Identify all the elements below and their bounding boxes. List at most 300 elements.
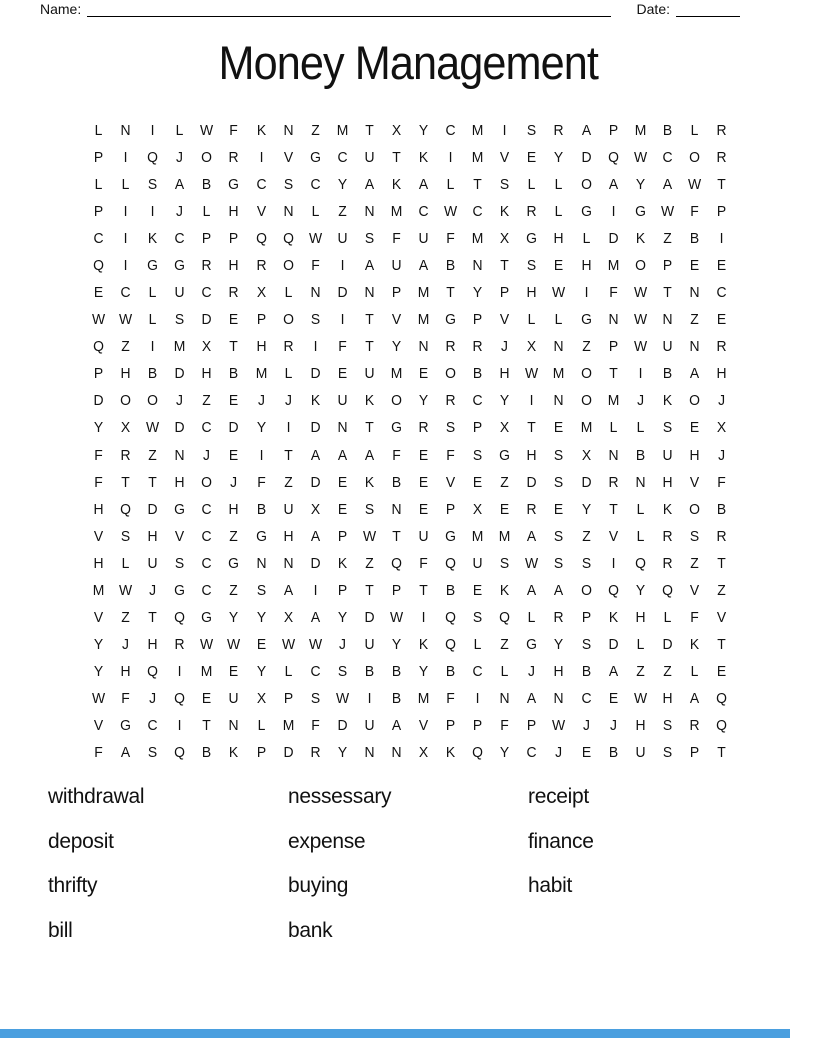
grid-letter: X bbox=[391, 122, 402, 139]
grid-letter: Y bbox=[337, 610, 347, 627]
grid-letter: J bbox=[609, 718, 617, 735]
grid-letter: F bbox=[690, 203, 699, 220]
grid-letter: Z bbox=[229, 528, 239, 545]
grid-letter: Q bbox=[634, 555, 646, 572]
grid-letter: T bbox=[365, 582, 374, 599]
grid-letter: B bbox=[473, 366, 483, 383]
grid-letter: X bbox=[500, 420, 510, 437]
grid-letter: I bbox=[123, 230, 128, 247]
grid-letter: H bbox=[256, 339, 267, 356]
grid-letter: W bbox=[389, 610, 404, 627]
grid-letter: C bbox=[526, 745, 537, 762]
grid-letter: C bbox=[472, 203, 483, 220]
grid-letter: H bbox=[228, 203, 239, 220]
grid-letter: T bbox=[608, 501, 618, 518]
word-list-item: thrifty bbox=[48, 874, 98, 898]
grid-letter: H bbox=[689, 447, 700, 464]
grid-letter: L bbox=[284, 366, 292, 383]
grid-letter: T bbox=[717, 555, 726, 572]
grid-letter: P bbox=[391, 285, 402, 302]
grid-letter: E bbox=[418, 366, 429, 383]
grid-letter: K bbox=[500, 582, 510, 599]
grid-letter: A bbox=[418, 176, 429, 193]
grid-letter: V bbox=[256, 203, 266, 220]
grid-letter: I bbox=[611, 555, 616, 572]
grid-letter: H bbox=[147, 528, 158, 545]
grid-letter: Q bbox=[147, 664, 159, 681]
grid-letter: D bbox=[310, 420, 321, 437]
grid-letter: D bbox=[228, 420, 239, 437]
grid-letter: L bbox=[94, 122, 103, 139]
grid-letter: R bbox=[662, 555, 673, 572]
grid-letter: V bbox=[716, 610, 727, 627]
grid-letter: O bbox=[282, 257, 294, 274]
grid-letter: W bbox=[525, 366, 539, 383]
grid-letter: N bbox=[689, 285, 700, 302]
word-list-item: deposit bbox=[48, 829, 114, 853]
grid-letter: W bbox=[552, 285, 566, 302]
grid-letter: F bbox=[94, 447, 103, 464]
grid-letter: W bbox=[444, 203, 458, 220]
grid-letter: E bbox=[527, 149, 537, 166]
grid-letter: A bbox=[608, 176, 618, 193]
grid-letter: A bbox=[310, 610, 320, 627]
grid-letter: M bbox=[553, 366, 565, 383]
grid-letter: J bbox=[501, 339, 509, 356]
grid-letter: X bbox=[283, 610, 293, 627]
grid-letter: A bbox=[418, 257, 429, 274]
grid-letter: K bbox=[148, 230, 158, 247]
grid-letter: R bbox=[716, 528, 727, 545]
grid-letter: M bbox=[607, 393, 619, 410]
grid-letter: H bbox=[93, 555, 104, 572]
grid-letter: Z bbox=[121, 610, 130, 627]
grid-letter: B bbox=[256, 501, 266, 518]
grid-letter: F bbox=[446, 691, 455, 708]
grid-letter: Y bbox=[256, 610, 266, 627]
grid-letter: G bbox=[228, 555, 240, 572]
grid-letter: L bbox=[121, 555, 130, 572]
grid-letter: R bbox=[716, 122, 727, 139]
grid-letter: L bbox=[284, 664, 292, 681]
grid-letter: X bbox=[256, 691, 266, 708]
grid-letter: H bbox=[526, 447, 537, 464]
grid-letter: M bbox=[580, 420, 592, 437]
grid-letter: C bbox=[445, 122, 456, 139]
grid-letter: P bbox=[473, 718, 483, 735]
grid-letter: Y bbox=[500, 745, 510, 762]
grid-letter: F bbox=[392, 230, 401, 247]
grid-letter: P bbox=[93, 203, 104, 220]
grid-letter: S bbox=[500, 555, 510, 572]
grid-letter: N bbox=[689, 339, 700, 356]
grid-letter: G bbox=[580, 203, 592, 220]
grid-letter: U bbox=[228, 691, 239, 708]
grid-letter: M bbox=[390, 203, 403, 220]
grid-letter: N bbox=[418, 339, 429, 356]
grid-letter: X bbox=[310, 501, 320, 518]
name-label: Name: bbox=[40, 1, 82, 17]
grid-letter: F bbox=[690, 610, 699, 627]
grid-letter: X bbox=[473, 501, 483, 518]
grid-letter: R bbox=[608, 474, 619, 491]
grid-letter: Q bbox=[445, 555, 457, 572]
grid-letter: H bbox=[581, 257, 592, 274]
grid-letter: L bbox=[527, 312, 536, 329]
grid-letter: X bbox=[202, 339, 212, 356]
grid-letter: E bbox=[473, 474, 483, 491]
grid-letter: H bbox=[553, 664, 564, 681]
grid-letter: P bbox=[391, 582, 402, 599]
grid-letter: R bbox=[120, 447, 131, 464]
grid-letter: O bbox=[688, 393, 700, 410]
grid-letter: L bbox=[609, 420, 617, 437]
grid-letter: R bbox=[662, 528, 673, 545]
grid-letter: U bbox=[147, 555, 158, 572]
grid-letter: Y bbox=[500, 393, 510, 410]
grid-letter: F bbox=[392, 447, 401, 464]
grid-letter: G bbox=[499, 447, 511, 464]
grid-letter: Y bbox=[93, 664, 104, 681]
grid-letter: Q bbox=[174, 691, 186, 708]
grid-letter: N bbox=[256, 555, 267, 572]
grid-letter: A bbox=[608, 664, 618, 681]
grid-letter: R bbox=[228, 149, 239, 166]
grid-letter: B bbox=[202, 745, 212, 762]
grid-letter: S bbox=[120, 528, 131, 545]
grid-letter: R bbox=[526, 501, 537, 518]
grid-letter: K bbox=[337, 555, 347, 572]
grid-letter: Y bbox=[391, 339, 402, 356]
grid-letter: N bbox=[635, 474, 646, 491]
grid-letter: S bbox=[662, 745, 672, 762]
grid-letter: D bbox=[526, 474, 537, 491]
grid-letter: K bbox=[418, 149, 429, 166]
grid-letter: U bbox=[174, 285, 185, 302]
grid-letter: S bbox=[527, 257, 537, 274]
grid-letter: A bbox=[175, 176, 185, 193]
grid-letter: W bbox=[335, 691, 349, 708]
grid-letter: Y bbox=[256, 420, 266, 437]
grid-letter: A bbox=[689, 691, 700, 708]
grid-letter: H bbox=[662, 474, 673, 491]
grid-letter: W bbox=[552, 718, 566, 735]
grid-letter: I bbox=[313, 582, 318, 599]
grid-letter: K bbox=[662, 501, 672, 518]
grid-letter: L bbox=[121, 176, 130, 193]
grid-letter: N bbox=[553, 691, 564, 708]
page-title bbox=[0, 36, 816, 90]
grid-letter: U bbox=[337, 230, 348, 247]
grid-letter: S bbox=[554, 555, 564, 572]
grid-letter: L bbox=[148, 285, 157, 302]
grid-letter: L bbox=[94, 176, 103, 193]
grid-letter: M bbox=[336, 122, 349, 139]
grid-letter: E bbox=[554, 257, 564, 274]
grid-letter: O bbox=[445, 366, 457, 383]
grid-letter: I bbox=[259, 149, 263, 166]
grid-letter: Y bbox=[635, 176, 645, 193]
grid-letter: N bbox=[553, 393, 564, 410]
grid-letter: L bbox=[311, 203, 320, 220]
grid-letter: S bbox=[148, 176, 158, 193]
grid-letter: M bbox=[471, 122, 484, 139]
grid-letter: X bbox=[500, 230, 510, 247]
grid-letter: P bbox=[337, 582, 347, 599]
grid-letter: E bbox=[229, 447, 239, 464]
grid-letter: W bbox=[633, 149, 647, 166]
grid-letter: P bbox=[256, 312, 266, 329]
grid-letter: J bbox=[257, 393, 265, 410]
grid-letter: T bbox=[527, 420, 537, 437]
grid-letter: Q bbox=[174, 745, 186, 762]
grid-letter: U bbox=[472, 555, 483, 572]
grid-letter: M bbox=[201, 664, 213, 681]
grid-letter: I bbox=[719, 230, 724, 247]
grid-letter: S bbox=[473, 610, 483, 627]
grid-letter: Q bbox=[661, 582, 673, 599]
grid-letter: I bbox=[286, 420, 291, 437]
grid-letter: W bbox=[146, 420, 160, 437]
grid-letter: Q bbox=[391, 555, 402, 572]
grid-letter: V bbox=[689, 582, 700, 599]
grid-letter: K bbox=[608, 610, 618, 627]
grid-letter: N bbox=[120, 122, 131, 139]
grid-letter: Q bbox=[607, 582, 619, 599]
grid-letter: F bbox=[94, 474, 103, 491]
grid-letter: I bbox=[313, 339, 318, 356]
grid-letter: J bbox=[338, 637, 346, 654]
grid-letter: J bbox=[149, 582, 157, 599]
grid-letter: W bbox=[200, 122, 214, 139]
grid-letter: V bbox=[391, 312, 402, 329]
grid-letter: L bbox=[555, 312, 563, 329]
grid-letter: L bbox=[582, 230, 590, 247]
grid-letter: Q bbox=[499, 610, 511, 627]
grid-letter: T bbox=[717, 176, 726, 193]
footer-accent-bar bbox=[0, 1029, 790, 1038]
grid-letter: P bbox=[500, 285, 510, 302]
grid-letter: F bbox=[121, 691, 130, 708]
grid-letter: R bbox=[445, 339, 456, 356]
grid-letter: S bbox=[148, 745, 158, 762]
grid-letter: H bbox=[283, 528, 294, 545]
grid-letter: L bbox=[636, 501, 645, 518]
grid-letter: B bbox=[581, 664, 591, 681]
grid-letter: W bbox=[91, 312, 106, 329]
grid-letter: S bbox=[337, 664, 347, 681]
grid-letter: H bbox=[201, 366, 212, 383]
grid-letter: G bbox=[445, 312, 457, 329]
grid-letter: K bbox=[662, 393, 672, 410]
grid-letter: E bbox=[418, 447, 429, 464]
grid-letter: A bbox=[581, 122, 591, 139]
grid-letter: Z bbox=[121, 339, 130, 356]
grid-letter: N bbox=[553, 339, 564, 356]
grid-letter: M bbox=[417, 691, 430, 708]
grid-letter: L bbox=[690, 122, 699, 139]
grid-letter: J bbox=[717, 447, 725, 464]
grid-letter: T bbox=[473, 176, 482, 193]
grid-letter: D bbox=[310, 555, 321, 572]
grid-letter: W bbox=[227, 637, 241, 654]
grid-letter: B bbox=[229, 366, 239, 383]
grid-letter: I bbox=[584, 285, 588, 302]
grid-letter: T bbox=[608, 366, 618, 383]
grid-letter: I bbox=[150, 339, 155, 356]
word-list-item: receipt bbox=[528, 785, 589, 809]
grid-letter: N bbox=[283, 555, 294, 572]
grid-letter: O bbox=[580, 366, 592, 383]
grid-letter: B bbox=[716, 501, 727, 518]
grid-letter: M bbox=[471, 528, 484, 545]
grid-letter: L bbox=[636, 637, 645, 654]
grid-letter: P bbox=[256, 745, 266, 762]
grid-letter: E bbox=[716, 664, 727, 681]
grid-letter: W bbox=[119, 582, 133, 599]
grid-letter: Y bbox=[256, 664, 266, 681]
grid-letter: D bbox=[581, 149, 592, 166]
grid-letter: S bbox=[310, 312, 320, 329]
page-title-text: Money Management bbox=[218, 36, 598, 89]
grid-letter: G bbox=[228, 176, 240, 193]
grid-letter: N bbox=[310, 285, 321, 302]
grid-letter: U bbox=[337, 393, 348, 410]
grid-letter: F bbox=[500, 718, 510, 735]
grid-letter: S bbox=[445, 420, 456, 437]
grid-letter: S bbox=[473, 447, 483, 464]
word-list-item: bank bbox=[288, 918, 333, 942]
grid-letter: T bbox=[229, 339, 239, 356]
grid-letter: B bbox=[202, 176, 212, 193]
grid-letter: S bbox=[500, 176, 510, 193]
grid-letter: N bbox=[364, 285, 375, 302]
grid-letter: C bbox=[716, 285, 727, 302]
date-blank-line bbox=[676, 2, 740, 17]
grid-letter: N bbox=[391, 501, 402, 518]
grid-letter: F bbox=[229, 122, 239, 139]
grid-letter: L bbox=[555, 176, 563, 193]
grid-letter: N bbox=[364, 203, 375, 220]
grid-letter: G bbox=[120, 718, 132, 735]
grid-letter: C bbox=[310, 176, 321, 193]
grid-letter: J bbox=[203, 447, 211, 464]
grid-letter: P bbox=[608, 339, 618, 356]
grid-letter: Q bbox=[93, 339, 104, 356]
grid-letter: J bbox=[230, 474, 238, 491]
grid-letter: U bbox=[662, 447, 673, 464]
grid-letter: O bbox=[147, 393, 159, 410]
grid-letter: M bbox=[255, 366, 267, 383]
grid-letter: N bbox=[337, 420, 348, 437]
grid-letter: G bbox=[174, 257, 186, 274]
grid-letter: H bbox=[174, 474, 185, 491]
grid-letter: Z bbox=[581, 528, 591, 545]
grid-letter: W bbox=[200, 637, 214, 654]
grid-letter: X bbox=[120, 420, 131, 437]
grid-letter: E bbox=[716, 312, 727, 329]
grid-letter: K bbox=[635, 230, 645, 247]
grid-letter: T bbox=[717, 745, 726, 762]
grid-letter: C bbox=[662, 149, 673, 166]
grid-letter: E bbox=[554, 420, 564, 437]
word-list-column-2 bbox=[288, 775, 391, 953]
word-list-item: habit bbox=[528, 874, 573, 898]
grid-letter: P bbox=[337, 528, 347, 545]
grid-letter: I bbox=[177, 664, 182, 681]
grid-letter: P bbox=[473, 420, 483, 437]
grid-letter: K bbox=[364, 474, 375, 491]
grid-letter: K bbox=[418, 637, 429, 654]
grid-letter: E bbox=[716, 257, 727, 274]
grid-letter: U bbox=[418, 230, 429, 247]
grid-letter: N bbox=[228, 718, 239, 735]
word-list-item: withdrawal bbox=[48, 785, 145, 809]
grid-letter: R bbox=[689, 718, 700, 735]
grid-letter: L bbox=[175, 122, 184, 139]
grid-letter: Y bbox=[337, 745, 347, 762]
grid-letter: I bbox=[529, 393, 534, 410]
grid-letter: D bbox=[662, 637, 673, 654]
grid-letter: P bbox=[608, 122, 618, 139]
grid-letter: C bbox=[201, 582, 212, 599]
grid-letter: W bbox=[660, 203, 674, 220]
grid-letter: L bbox=[202, 203, 211, 220]
grid-letter: V bbox=[93, 528, 104, 545]
grid-letter: Z bbox=[690, 312, 699, 329]
grid-letter: K bbox=[500, 203, 510, 220]
grid-letter: E bbox=[473, 582, 483, 599]
grid-letter: A bbox=[527, 582, 537, 599]
grid-letter: E bbox=[229, 393, 239, 410]
grid-letter: Y bbox=[554, 149, 564, 166]
grid-letter: C bbox=[472, 664, 483, 681]
grid-letter: Z bbox=[310, 122, 320, 139]
grid-letter: B bbox=[662, 366, 672, 383]
word-list-item: finance bbox=[528, 829, 594, 853]
grid-letter: A bbox=[337, 447, 347, 464]
word-list-item: buying bbox=[288, 874, 349, 898]
grid-letter: B bbox=[635, 447, 645, 464]
grid-letter: T bbox=[392, 528, 401, 545]
word-list-column-1 bbox=[48, 775, 144, 953]
grid-letter: X bbox=[581, 447, 591, 464]
grid-letter: D bbox=[608, 637, 619, 654]
grid-letter: O bbox=[201, 474, 213, 491]
grid-letter: F bbox=[338, 339, 347, 356]
grid-letter: C bbox=[201, 501, 212, 518]
grid-letter: C bbox=[418, 203, 429, 220]
grid-letter: G bbox=[634, 203, 646, 220]
grid-letter: G bbox=[526, 637, 538, 654]
grid-letter: E bbox=[418, 501, 429, 518]
grid-letter: Y bbox=[554, 637, 564, 654]
grid-letter: H bbox=[93, 501, 104, 518]
grid-letter: A bbox=[364, 447, 375, 464]
grid-letter: I bbox=[150, 203, 155, 220]
grid-letter: Q bbox=[174, 610, 186, 627]
grid-letter: D bbox=[581, 474, 592, 491]
grid-letter: L bbox=[148, 312, 157, 329]
grid-letter: F bbox=[310, 257, 320, 274]
grid-letter: G bbox=[391, 420, 402, 437]
grid-letter: U bbox=[418, 528, 429, 545]
grid-letter: H bbox=[635, 718, 646, 735]
grid-letter: A bbox=[554, 582, 564, 599]
grid-letter: Z bbox=[202, 393, 212, 410]
grid-letter: T bbox=[365, 312, 374, 329]
grid-letter: N bbox=[608, 447, 619, 464]
